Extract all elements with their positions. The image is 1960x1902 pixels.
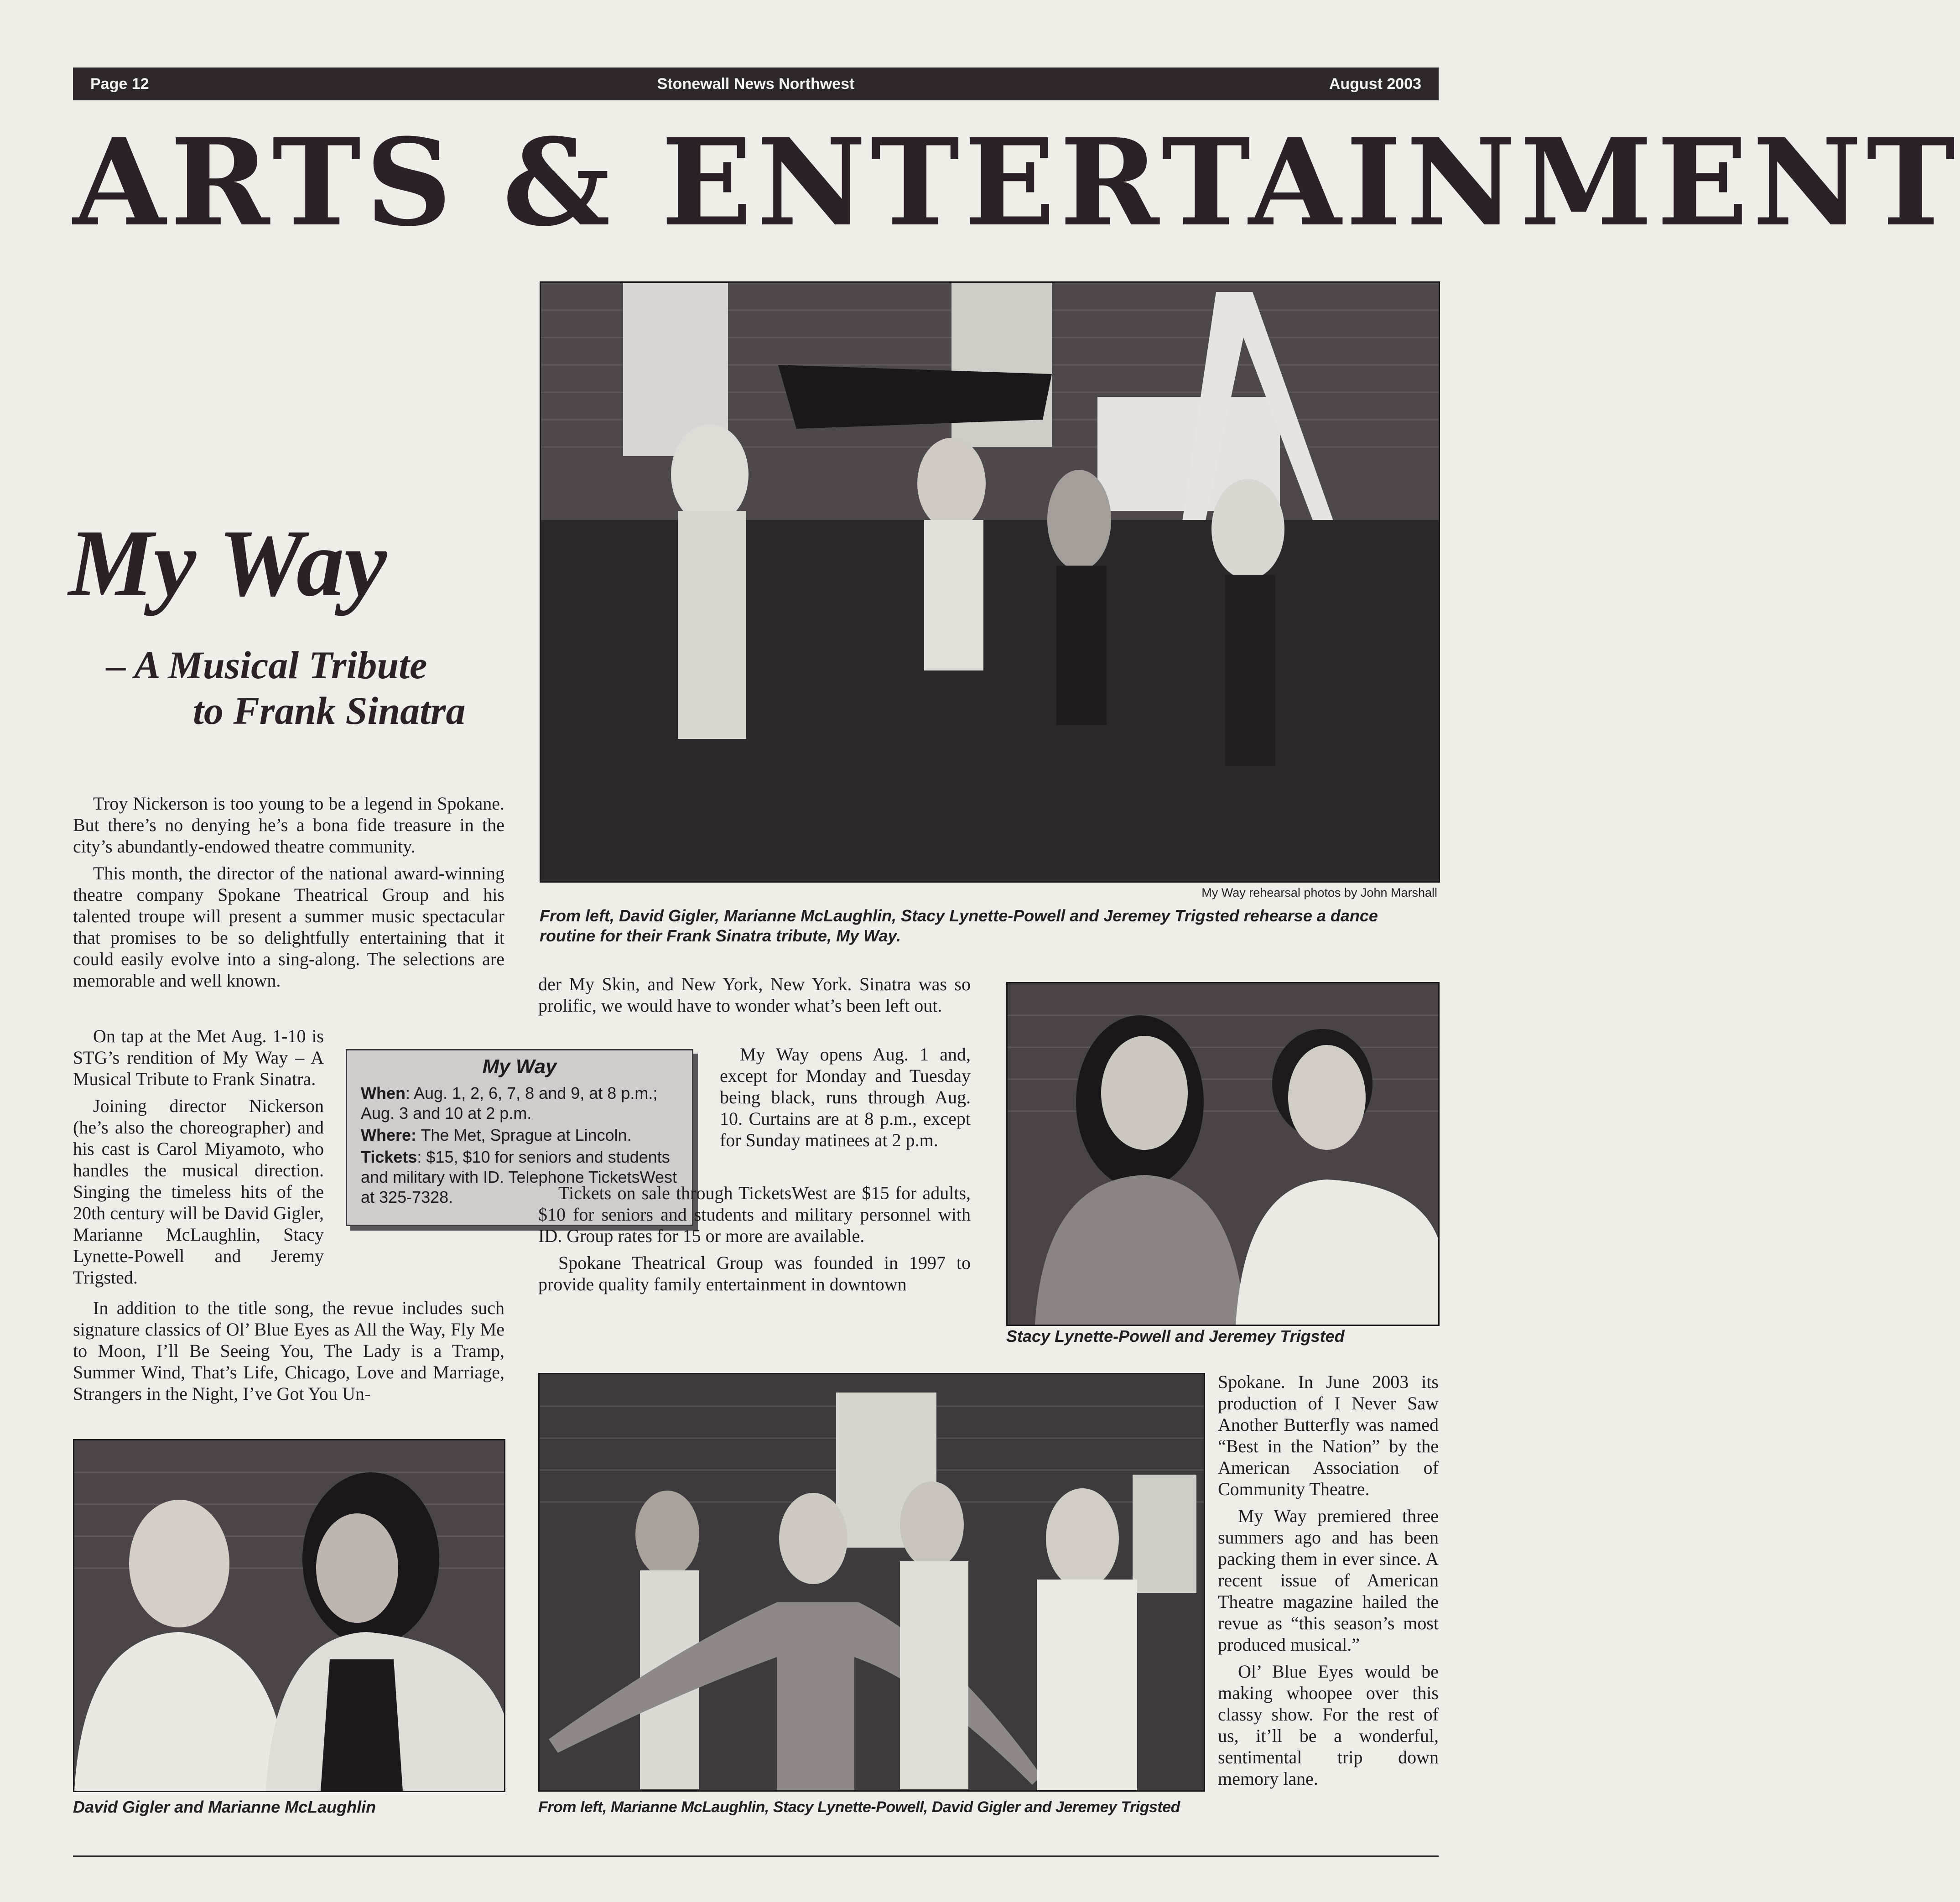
david-marianne-photo	[73, 1439, 505, 1792]
article-paragraph: Spokane Theatrical Group was founded in 1997 to provide quality family entertainment in downtown	[538, 1252, 971, 1294]
section-title: ARTS & ENTERTAINMENT	[73, 112, 1960, 253]
info-when: When: Aug. 1, 2, 6, 7, 8 and 9, at 8 p.m.; Aug. 3 and 10 at 2 p.m.	[361, 1084, 658, 1122]
article-paragraph: In addition to the title song, the revue includes such signature classics of Ol’ Blue Eyes as All the Way, Fly Me to Moon, I’ll Be Seeing You, The Lady is a Tramp, Summer Wind, That’s Life, Chicago, Love and Marriage, Strangers in the Night, I’ve Got You Un-	[73, 1298, 504, 1404]
article-paragraph: My Way premiered three summers ago and has been packing them in ever since. A recent issue of American Theatre magazine hailed the revue as “this season’s most produced musical.”	[1218, 1506, 1439, 1655]
footer-rule	[73, 1855, 1439, 1857]
group-photo-caption: From left, Marianne McLaughlin, Stacy Lynette-Powell, David Gigler and Jeremey Trigsted	[538, 1798, 1180, 1816]
photo-credit: My Way rehearsal photos by John Marshall	[1201, 886, 1437, 899]
article-column-right-lower	[1218, 1371, 1439, 1795]
article-paragraph: This month, the director of the national award-winning theatre company Spokane Theatrical Group and his talented troupe will present a summer music spectacular that promises to be so delightfully entertaining that it could easily evolve into a sing-along. The selections are memorable and well known.	[73, 863, 504, 991]
article-subtitle-line1: – A Musical Tribute	[106, 643, 427, 687]
pair-photo-caption: Stacy Lynette-Powell and Jeremey Trigsted	[1006, 1327, 1345, 1346]
article-paragraph: Joining director Nickerson (he’s also the choreographer) and his cast is Carol Miyamoto, who handles the musical direction. Singing the timeless hits of the 20th century will be David Gigler, Marianne McLaughlin, Stacy Lynette-Powell and Jeremy Trigsted.	[73, 1096, 324, 1288]
page-number: Page 12	[90, 75, 149, 93]
info-tickets: Tickets: $15, $10 for seniors and students and military with ID. Telephone TicketsWest at 325-7328.	[361, 1148, 677, 1206]
stacy-jeremey-photo	[1006, 982, 1440, 1326]
article-column-left-lower	[73, 1297, 504, 1410]
article-paragraph: Troy Nickerson is too young to be a legend in Spokane. But there’s no denying he’s a bona fide treasure in the city’s abundantly-endowed theatre community.	[73, 793, 504, 857]
david-marianne-caption: David Gigler and Marianne McLaughlin	[73, 1798, 376, 1816]
article-column-left-upper	[73, 793, 504, 997]
main-photo-caption: From left, David Gigler, Marianne McLaughlin, Stacy Lynette-Powell and Jeremey Trigsted rehearse a dance routine for their Frank Sinatra tribute, My Way.	[540, 906, 1378, 945]
info-box-title: My Way	[482, 1055, 557, 1078]
article-paragraph: Ol’ Blue Eyes would be making whoopee over this classy show. For the rest of us, it’ll be a wonderful, sentimental trip down memory lane.	[1218, 1661, 1439, 1789]
article-paragraph: On tap at the Met Aug. 1-10 is STG’s rendition of My Way – A Musical Tribute to Frank Sinatra.	[73, 1026, 324, 1089]
publication-name: Stonewall News Northwest	[657, 75, 855, 93]
main-rehearsal-photo	[540, 281, 1440, 883]
article-column-middle-lower	[538, 1182, 971, 1300]
issue-date: August 2003	[1329, 75, 1421, 93]
article-paragraph: Spokane. In June 2003 its production of I Never Saw Another Butterfly was named “Best in the Nation” by the American Association of Community Theatre.	[1218, 1372, 1439, 1499]
article-subtitle-line2: to Frank Sinatra	[193, 689, 466, 733]
article-paragraph: der My Skin, and New York, New York. Sinatra was so prolific, we would have to wonder what’s been left out.	[538, 974, 971, 1016]
group-dance-photo	[538, 1373, 1205, 1792]
article-column-middle-narrow	[720, 1044, 971, 1156]
article-paragraph: My Way opens Aug. 1 and, except for Monday and Tuesday being black, runs through Aug. 10. Curtains are at 8 p.m., except for Sunday matinees at 2 p.m.	[720, 1044, 971, 1150]
page-header-band	[73, 68, 1439, 100]
article-paragraph: Tickets on sale through TicketsWest are $15 for adults, $10 for seniors and students and military personnel with ID. Group rates for 15 or more are available.	[538, 1183, 971, 1246]
article-headline: My Way	[68, 510, 387, 616]
info-where: Where: The Met, Sprague at Lincoln.	[361, 1126, 632, 1144]
article-column-left-narrow	[73, 1025, 324, 1294]
article-column-middle-top	[538, 973, 971, 1022]
